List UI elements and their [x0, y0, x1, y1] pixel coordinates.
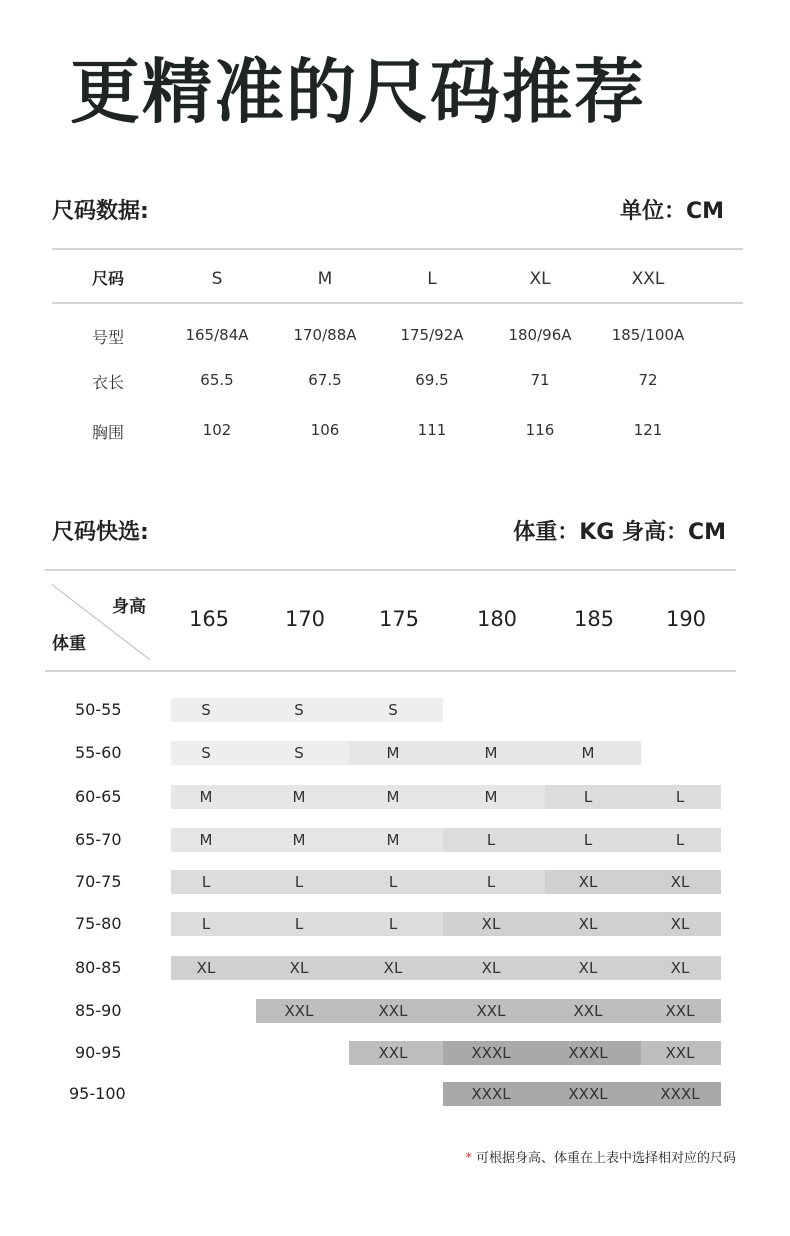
size-cell: XL	[383, 959, 403, 977]
size-cell: XL	[578, 959, 598, 977]
size-cell: L	[583, 831, 593, 849]
size-table-cell: 65.5	[200, 371, 234, 389]
size-cell: L	[294, 873, 304, 891]
size-cell: M	[292, 831, 306, 849]
size-range-bar	[171, 956, 721, 980]
size-cell: XXXL	[471, 1044, 511, 1062]
size-cell: XXL	[476, 1002, 506, 1020]
weight-row-label: 65-70	[75, 830, 122, 849]
size-cell: M	[292, 788, 306, 806]
size-cell: L	[201, 915, 211, 933]
size-cell: L	[201, 873, 211, 891]
size-cell: M	[386, 788, 400, 806]
size-cell: XXXL	[568, 1044, 608, 1062]
size-cell: L	[675, 831, 685, 849]
size-row-label: 号型	[92, 328, 125, 347]
quick-select-unit: 体重：KG 身高：CM	[513, 520, 726, 545]
weight-row-label: 90-95	[75, 1043, 122, 1062]
size-cell: XXXL	[568, 1085, 608, 1103]
size-cell: S	[388, 701, 398, 719]
size-table-cell: 121	[633, 421, 663, 439]
page-title: 更精准的尺码推荐	[70, 51, 646, 133]
size-cell: XXL	[378, 1044, 408, 1062]
weight-row-label: 95-100	[69, 1084, 126, 1103]
size-header-xxl: XXL	[631, 269, 665, 289]
size-cell: XL	[481, 959, 501, 977]
weight-row-label: 55-60	[75, 743, 122, 762]
size-cell: L	[486, 873, 496, 891]
size-cell: XL	[670, 915, 690, 933]
weight-row-label: 70-75	[75, 872, 122, 891]
size-cell: S	[201, 701, 211, 719]
size-cell: XXL	[665, 1044, 695, 1062]
quick-select-title: 尺码快选:	[52, 520, 149, 545]
size-table-cell: 72	[638, 371, 658, 389]
height-header-180: 180	[476, 607, 518, 631]
quick-table-top-divider	[45, 569, 736, 571]
size-header-s: S	[211, 269, 223, 289]
size-table-cell: 180/96A	[508, 326, 572, 344]
size-header-label: 尺码	[92, 269, 125, 288]
size-cell: L	[294, 915, 304, 933]
size-data-title: 尺码数据:	[52, 199, 149, 224]
size-table-cell: 106	[310, 421, 340, 439]
height-header-185: 185	[573, 607, 615, 631]
weight-row-label: 75-80	[75, 914, 122, 933]
size-table-header-divider	[52, 302, 743, 304]
weight-row-label: 60-65	[75, 787, 122, 806]
footnote-star: *	[465, 1151, 472, 1166]
size-row-label: 胸围	[92, 423, 125, 442]
corner-height-label: 身高	[112, 597, 146, 617]
size-cell: M	[386, 831, 400, 849]
size-table-cell: 67.5	[308, 371, 342, 389]
size-cell: XXL	[573, 1002, 603, 1020]
height-header-170: 170	[284, 607, 326, 631]
size-cell: XL	[196, 959, 216, 977]
size-cell: M	[484, 788, 498, 806]
quick-table-header-divider	[45, 670, 736, 672]
size-cell: XL	[289, 959, 309, 977]
size-table-cell: 102	[202, 421, 232, 439]
size-table-cell: 175/92A	[400, 326, 464, 344]
weight-row-label: 80-85	[75, 958, 122, 977]
size-cell: XL	[578, 873, 598, 891]
size-cell: M	[199, 788, 213, 806]
footnote	[465, 1147, 736, 1166]
size-cell: S	[294, 701, 304, 719]
size-cell: XXL	[284, 1002, 314, 1020]
size-header-m: M	[317, 269, 333, 289]
size-cell: S	[294, 744, 304, 762]
size-cell: L	[486, 831, 496, 849]
size-table-top-divider	[52, 248, 743, 250]
size-cell: M	[386, 744, 400, 762]
height-header-175: 175	[378, 607, 420, 631]
corner-weight-label: 体重	[52, 634, 86, 654]
size-cell: XXXL	[660, 1085, 700, 1103]
size-cell: XXL	[665, 1002, 695, 1020]
size-header-l: L	[427, 269, 437, 289]
footnote-text: 可根据身高、体重在上表中选择相对应的尺码	[475, 1151, 736, 1166]
size-table-cell: 116	[525, 421, 555, 439]
size-cell: XXL	[378, 1002, 408, 1020]
size-cell: M	[199, 831, 213, 849]
size-cell: L	[388, 915, 398, 933]
size-cell: L	[388, 873, 398, 891]
size-table-cell: 111	[417, 421, 447, 439]
size-table-cell: 71	[530, 371, 550, 389]
size-cell: XXXL	[471, 1085, 511, 1103]
size-cell: M	[484, 744, 498, 762]
size-header-xl: XL	[529, 269, 551, 289]
size-table-cell: 69.5	[415, 371, 449, 389]
size-cell: M	[581, 744, 595, 762]
height-header-165: 165	[188, 607, 230, 631]
size-row-label: 衣长	[92, 373, 125, 392]
weight-row-label: 50-55	[75, 700, 122, 719]
size-cell: XL	[670, 959, 690, 977]
size-cell: XL	[670, 873, 690, 891]
size-table-cell: 185/100A	[611, 326, 685, 344]
size-cell: S	[201, 744, 211, 762]
height-header-190: 190	[665, 607, 707, 631]
size-cell: XL	[578, 915, 598, 933]
size-table-cell: 170/88A	[293, 326, 357, 344]
size-cell: L	[675, 788, 685, 806]
size-cell: L	[583, 788, 593, 806]
size-cell: XL	[481, 915, 501, 933]
size-data-unit: 单位：CM	[619, 199, 724, 224]
size-table-cell: 165/84A	[185, 326, 249, 344]
weight-row-label: 85-90	[75, 1001, 122, 1020]
